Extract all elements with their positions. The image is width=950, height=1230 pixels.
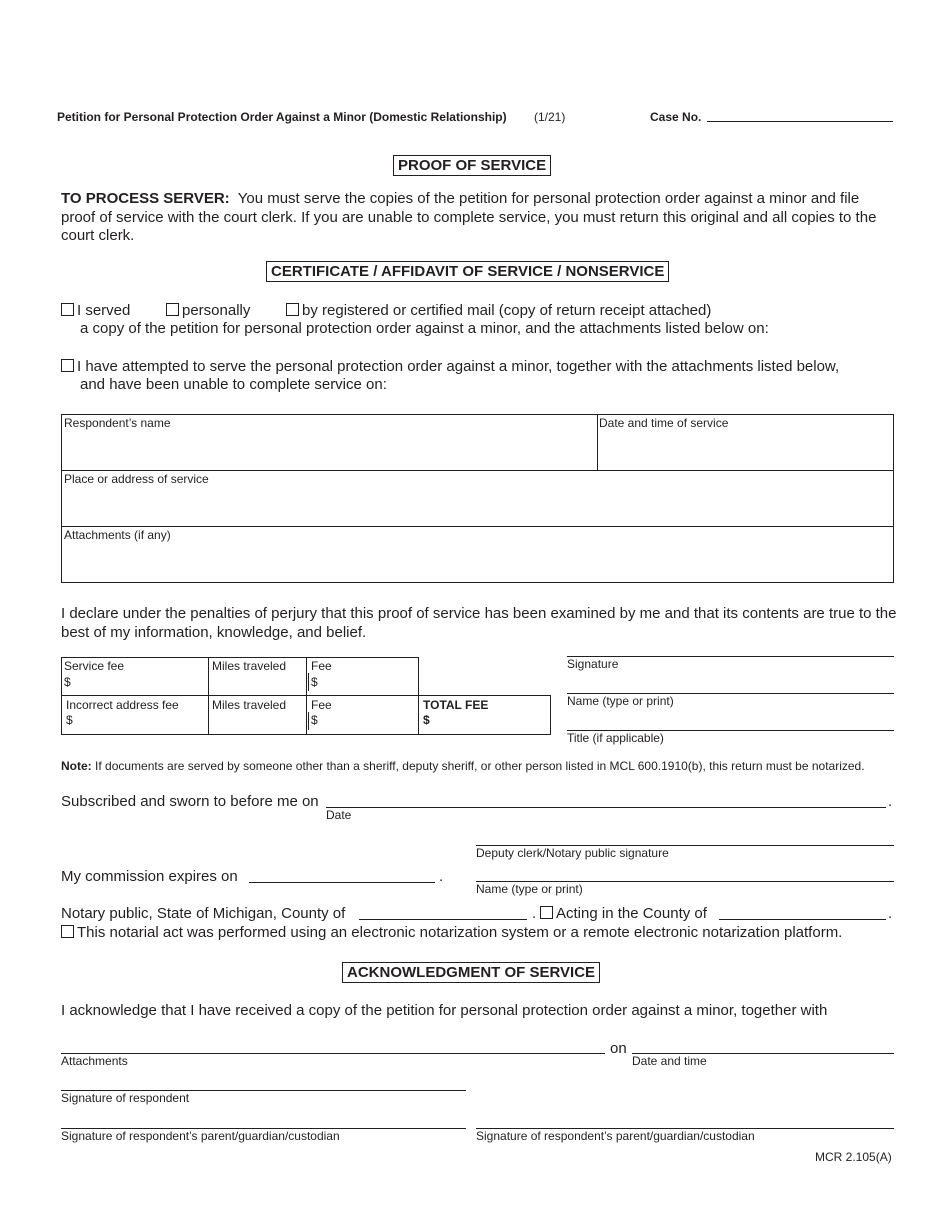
subscribed-date-label: Date — [326, 808, 352, 822]
attachments-field[interactable]: Attachments (if any) — [64, 528, 171, 542]
attempted-option[interactable] — [61, 358, 839, 375]
ack-attachments-label: Attachments — [61, 1054, 128, 1068]
commission-label: My commission expires on — [61, 868, 238, 885]
served-copy-line: a copy of the petition for personal protection order against a minor, and the attachments listed below on: — [80, 320, 769, 337]
fee-field-2[interactable]: $ — [311, 713, 318, 727]
county-label: Notary public, State of Michigan, County of — [61, 905, 346, 922]
process-server-instructions — [61, 190, 893, 246]
acknowledgment-title: ACKNOWLEDGMENT OF SERVICE — [342, 962, 600, 983]
incorrect-address-fee-label: Incorrect address fee — [66, 698, 179, 712]
case-no-label: Case No. — [650, 110, 702, 124]
subscribed-label: Subscribed and sworn to before me on — [61, 793, 319, 810]
i-served-label: I served — [77, 302, 131, 319]
notary-name-label: Name (type or print) — [476, 882, 583, 896]
ack-date-time-label: Date and time — [632, 1054, 707, 1068]
incorrect-address-fee-field[interactable]: $ — [66, 713, 73, 727]
note-text: If documents are served by someone other than a sheriff, deputy sheriff, or other person listed in MCL 600.1910(b), this return must be notarized. — [95, 759, 865, 773]
i-served-checkbox[interactable] — [61, 303, 74, 316]
electronic-notarization-checkbox[interactable] — [61, 925, 74, 938]
case-no-field[interactable] — [707, 121, 893, 122]
mail-option[interactable] — [286, 302, 711, 319]
respondent-signature-label: Signature of respondent — [61, 1091, 190, 1105]
mail-label: by registered or certified mail (copy of return receipt attached) — [302, 302, 712, 319]
note-lead: Note: — [61, 759, 92, 773]
server-name-field[interactable]: Name (type or print) — [567, 694, 674, 708]
parent-signature-label-2: Signature of respondent’s parent/guardian/custodian — [476, 1129, 755, 1143]
signature-field[interactable]: Signature — [567, 657, 619, 671]
acknowledgment-text: I acknowledge that I have received a copy of the petition for personal protection order against a minor, together with — [61, 1002, 828, 1019]
personally-checkbox[interactable] — [166, 303, 179, 316]
miles-traveled-label: Miles traveled — [212, 659, 287, 673]
miles-traveled-label-2: Miles traveled — [212, 698, 287, 712]
subscribed-date-field[interactable] — [326, 807, 886, 808]
form-date: (1/21) — [534, 110, 566, 124]
attempted-checkbox[interactable] — [61, 359, 74, 372]
clerk-signature-label: Deputy clerk/Notary public signature — [476, 846, 669, 860]
personally-label: personally — [182, 302, 251, 319]
mail-checkbox[interactable] — [286, 303, 299, 316]
attempted-line1: I have attempted to serve the personal protection order against a minor, together with the attachments listed below, — [77, 358, 840, 375]
notarization-note — [61, 759, 865, 773]
date-time-of-service-field[interactable]: Date and time of service — [599, 416, 729, 430]
server-title-field[interactable]: Title (if applicable) — [567, 731, 664, 745]
proof-of-service-title: PROOF OF SERVICE — [393, 155, 551, 176]
personally-option[interactable] — [166, 302, 250, 319]
perjury-declaration: I declare under the penalties of perjury that this proof of service has been examined by me and that its contents are true to the best of my information, knowledge, and belief. — [61, 605, 897, 641]
process-server-text: You must serve the copies of the petition for personal protection order against a minor and file proof of service with the court clerk. If you are unable to complete service, you must return this original and all copies to the court clerk. — [61, 190, 877, 244]
ack-attachments-field[interactable] — [61, 1053, 605, 1054]
ack-on-label: on — [610, 1040, 627, 1057]
county-field[interactable] — [359, 919, 527, 920]
i-served-option[interactable] — [61, 302, 130, 319]
service-table — [61, 414, 894, 583]
acting-county-option[interactable] — [540, 905, 707, 922]
parent-signature-label-1: Signature of respondent’s parent/guardian/custodian — [61, 1129, 340, 1143]
service-fee-label: Service fee — [64, 659, 125, 673]
fee-field[interactable]: $ — [311, 675, 318, 689]
acting-county-field[interactable] — [719, 919, 886, 920]
process-server-lead: TO PROCESS SERVER: — [61, 190, 230, 207]
service-fee-field[interactable]: $ — [64, 675, 71, 689]
electronic-notarization-option[interactable] — [61, 924, 842, 941]
place-of-service-field[interactable]: Place or address of service — [64, 472, 209, 486]
respondent-name-field[interactable]: Respondent’s name — [64, 416, 171, 430]
total-fee-label: TOTAL FEE — [423, 698, 489, 712]
acting-county-label: Acting in the County of — [556, 905, 707, 922]
form-title: Petition for Personal Protection Order Against a Minor (Domestic Relationship) — [57, 110, 507, 124]
fee-label-2: Fee — [311, 698, 332, 712]
attempted-line2: and have been unable to complete service on: — [80, 376, 387, 393]
total-fee-field[interactable]: $ — [423, 713, 430, 727]
electronic-notarization-label: This notarial act was performed using an electronic notarization system or a remote electronic notarization platform. — [77, 924, 843, 941]
certificate-title: CERTIFICATE / AFFIDAVIT OF SERVICE / NONSERVICE — [266, 261, 669, 282]
commission-date-field[interactable] — [249, 882, 435, 883]
acting-county-checkbox[interactable] — [540, 906, 553, 919]
fee-label: Fee — [311, 659, 332, 673]
form-number: MCR 2.105(A) — [815, 1150, 892, 1164]
